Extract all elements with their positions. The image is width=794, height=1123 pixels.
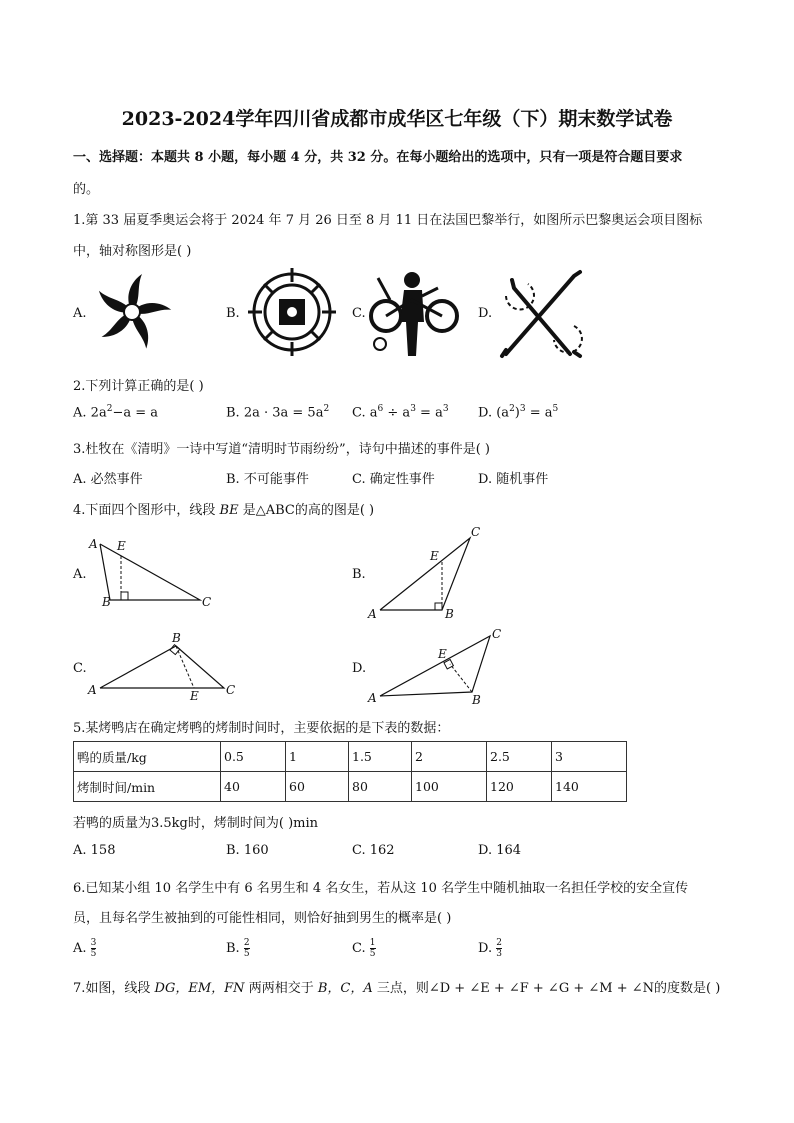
svg-text:A: A (89, 537, 98, 551)
q4-figure-c (86, 628, 246, 702)
svg-text:A: A (368, 607, 377, 621)
table-cell: 1.5 (349, 742, 412, 772)
table-cell: 100 (412, 772, 487, 802)
svg-text:E: E (438, 647, 447, 661)
q2-option-a: A. $2a^2-a = a$ (73, 404, 158, 421)
section-heading: 一、选择题：本题共 8 小题，每小题 4 分，共 32 分。在每小题给出的选项中，只有一项是符合题目要求 (73, 150, 683, 165)
q5-option-b: B. 160 (226, 843, 269, 858)
table-cell: 2.5 (487, 742, 552, 772)
q5-data-table (73, 741, 627, 802)
q4-figure-a (86, 532, 218, 612)
q3-option-c: C. 确定性事件 (352, 472, 435, 487)
table-cell: 2 (412, 742, 487, 772)
table-cell: 鸭的质量/kg (74, 742, 221, 772)
q3-option-d: D. 随机事件 (478, 472, 549, 487)
table-cell: 140 (552, 772, 627, 802)
svg-text:B: B (472, 693, 481, 707)
svg-text:E: E (430, 549, 439, 563)
pinwheel-icon (92, 268, 172, 356)
cyclist-icon (368, 270, 460, 356)
q5-question: 若鸭的质量为3.5kg时，烤制时间为( )min (73, 816, 319, 831)
q6-stem: 6.已知某小组 10 名学生中有 6 名男生和 4 名女生，若从这 10 名学生中随机抽取一名担任学校的安全宣传 (73, 881, 689, 896)
svg-text:A: A (368, 691, 377, 705)
svg-text:C: C (492, 627, 502, 641)
section-heading-cont: 的。 (73, 182, 100, 197)
svg-text:C: C (471, 525, 481, 539)
q5-option-c: C. 162 (352, 843, 395, 858)
q1-stem: 1.第 33 届夏季奥运会将于 2024 年 7 月 26 日至 8 月 11 日在法国巴黎举行，如图所示巴黎奥运会项目图标 (73, 213, 703, 228)
svg-text:E: E (117, 539, 126, 553)
target-icon (246, 266, 338, 358)
svg-text:C: C (226, 683, 236, 697)
q4-label-b: B. (352, 567, 366, 582)
q3-option-a: A. 必然事件 (73, 472, 143, 487)
svg-text:B: B (172, 631, 181, 645)
table-cell: 3 (552, 742, 627, 772)
svg-text:C: C (202, 595, 212, 609)
q1-label-b: B. (226, 306, 240, 321)
q6-option-d: D. $\frac{2}{3}$ (478, 938, 502, 959)
q5-option-a: A. 158 (73, 843, 116, 858)
table-cell: 80 (349, 772, 412, 802)
q1-label-a: A. (73, 306, 87, 321)
q2-option-c: C. $a^6 \div a^3 = a^3$ (352, 404, 449, 421)
q7-stem: 7.如图，线段 DG，EM，FN 两两相交于 B，C，A 三点，则∠D + ∠E + ∠F + ∠G + ∠M + ∠N的度数是( ) (73, 981, 721, 996)
page-title: 2023-2024学年四川省成都市成华区七年级（下）期末数学试卷 (121, 108, 673, 130)
q1-label-c: C. (352, 306, 366, 321)
table-row (74, 772, 627, 802)
svg-text:B: B (445, 607, 454, 621)
table-row (74, 742, 627, 772)
q5-option-d: D. 164 (478, 843, 522, 858)
q4-label-c: C. (73, 661, 87, 676)
q2-option-d: D. $(a^2)^3 = a^5$ (478, 404, 559, 421)
q3-option-b: B. 不可能事件 (226, 472, 309, 487)
q4-figure-b (366, 522, 486, 622)
q2-option-b: B. $2a \cdot 3a = 5a^2$ (226, 404, 330, 421)
q4-figure-d (366, 626, 516, 708)
q6-option-a: A. $\frac{3}{5}$ (73, 938, 97, 959)
hockey-sticks-icon (494, 266, 586, 360)
q6-stem-cont: 员，且每名学生被抽到的可能性相同，则恰好抽到男生的概率是( ) (73, 911, 452, 926)
table-cell: 0.5 (221, 742, 286, 772)
q6-option-c: C. $\frac{1}{5}$ (352, 938, 376, 959)
table-cell: 烤制时间/min (74, 772, 221, 802)
svg-text:B: B (102, 595, 111, 609)
table-cell: 40 (221, 772, 286, 802)
svg-text:E: E (190, 689, 199, 702)
q5-stem: 5.某烤鸭店在确定烤鸭的烤制时间时，主要依据的是下表的数据： (73, 721, 450, 736)
q2-stem: 2.下列计算正确的是( ) (73, 379, 204, 394)
q4-label-d: D. (352, 661, 367, 676)
table-cell: 120 (487, 772, 552, 802)
q6-option-b: B. $\frac{2}{5}$ (226, 938, 250, 959)
q1-stem-cont: 中，轴对称图形是( ) (73, 244, 192, 259)
q4-stem: 4.下面四个图形中，线段 BE 是△ABC的高的图是( ) (73, 503, 375, 518)
table-cell: 1 (286, 742, 349, 772)
svg-text:A: A (88, 683, 97, 697)
q4-label-a: A. (73, 567, 87, 582)
q1-label-d: D. (478, 306, 493, 321)
q3-stem: 3.杜牧在《清明》一诗中写道“清明时节雨纷纷”，诗句中描述的事件是( ) (73, 442, 490, 457)
table-cell: 60 (286, 772, 349, 802)
